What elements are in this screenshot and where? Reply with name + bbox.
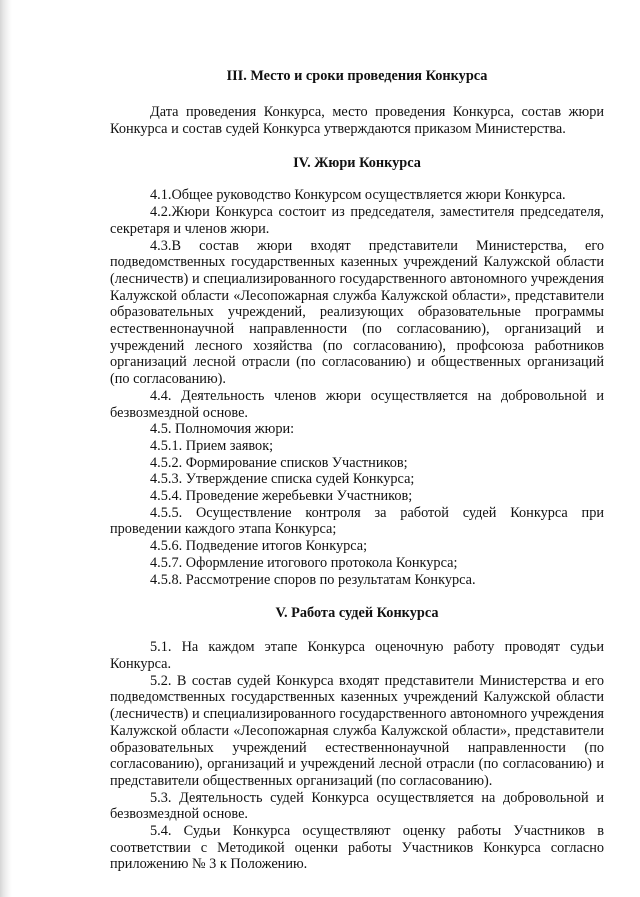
section-5-body xyxy=(110,639,604,873)
clause-4-3: 4.3.В состав жюри входят представители Министерства, его подведомственных государственных казенных учреждений Калужской области (лесничеств) и специализированного государственного автономного учреждения Калужской области «Лесопожарная служба Калужской области», представители образовательных учреждений, реализующих образовательные программы естественнонаучной направленности (по согласованию), организаций и учреждений лесного хозяйства (по согласованию), профсоюза работников организаций лесной отрасли (по согласованию) и общественных организаций (по согласованию). xyxy=(110,237,604,388)
clause-4-5-8: 4.5.8. Рассмотрение споров по результатам Конкурса. xyxy=(150,571,476,588)
clause-4-5-4: 4.5.4. Проведение жеребьевки Участников; xyxy=(150,488,413,505)
clause-4-5: 4.5. Полномочия жюри: xyxy=(150,421,295,438)
clause-5-2: 5.2. В состав судей Конкурса входят представители Министерства и его подведомственных государственных казенных учреждений Калужской области (лесничеств) и специализированного государственного автономного учреждения Калужской области «Лесопожарная служба Калужской области», представители образовательных учреждений естественнонаучной направленности (по согласованию), организаций и учреждений лесной отрасли (по согласованию) и представители общественных организаций (по согласованию). xyxy=(110,672,604,789)
clause-4-5-6: 4.5.6. Подведение итогов Конкурса; xyxy=(150,538,368,555)
clause-4-5-7: 4.5.7. Оформление итогового протокола Конкурса; xyxy=(150,554,458,571)
clause-5-3: 5.3. Деятельность судей Конкурса осуществляется на добровольной и безвозмездной основе. xyxy=(110,789,604,823)
section-4-body xyxy=(110,187,604,588)
section-3-heading: III. Место и сроки проведения Конкурса xyxy=(226,68,488,84)
clause-4-5-5: 4.5.5. Осуществление контроля за работой судей Конкурса при проведении каждого этапа Конкурса; xyxy=(110,504,604,538)
section-5-heading: V. Работа судей Конкурса xyxy=(275,605,439,622)
clause-4-4: 4.4. Деятельность членов жюри осуществляется на добровольной и безвозмездной основе. xyxy=(110,387,604,421)
clause-4-5-2: 4.5.2. Формирование списков Участников; xyxy=(150,454,408,471)
scan-edge-shadow xyxy=(0,0,12,897)
clause-4-2: 4.2.Жюри Конкурса состоит из председателя, заместителя председателя, секретаря и членов жюри. xyxy=(110,204,604,237)
clause-5-4: 5.4. Судьи Конкурса осуществляют оценку работы Участников в соответствии с Методикой оценки работы Участников Конкурса согласно приложению № 3 к Положению. xyxy=(110,823,604,873)
clause-4-5-3: 4.5.3. Утверждение списка судей Конкурса; xyxy=(150,471,415,488)
clause-4-5-1: 4.5.1. Прием заявок; xyxy=(150,437,274,454)
section-4-heading: IV. Жюри Конкурса xyxy=(293,155,421,172)
clause-4-1: 4.1.Общее руководство Конкурсом осуществляется жюри Конкурса. xyxy=(150,187,566,204)
clause-5-1: 5.1. На каждом этапе Конкурса оценочную работу проводят судьи Конкурса. xyxy=(110,639,604,672)
document-page xyxy=(110,62,604,873)
section-3-paragraph: Дата проведения Конкурса, место проведения Конкурса, состав жюри Конкурса и состав судей Конкурса утверждаются приказом Министерства. xyxy=(110,104,604,137)
